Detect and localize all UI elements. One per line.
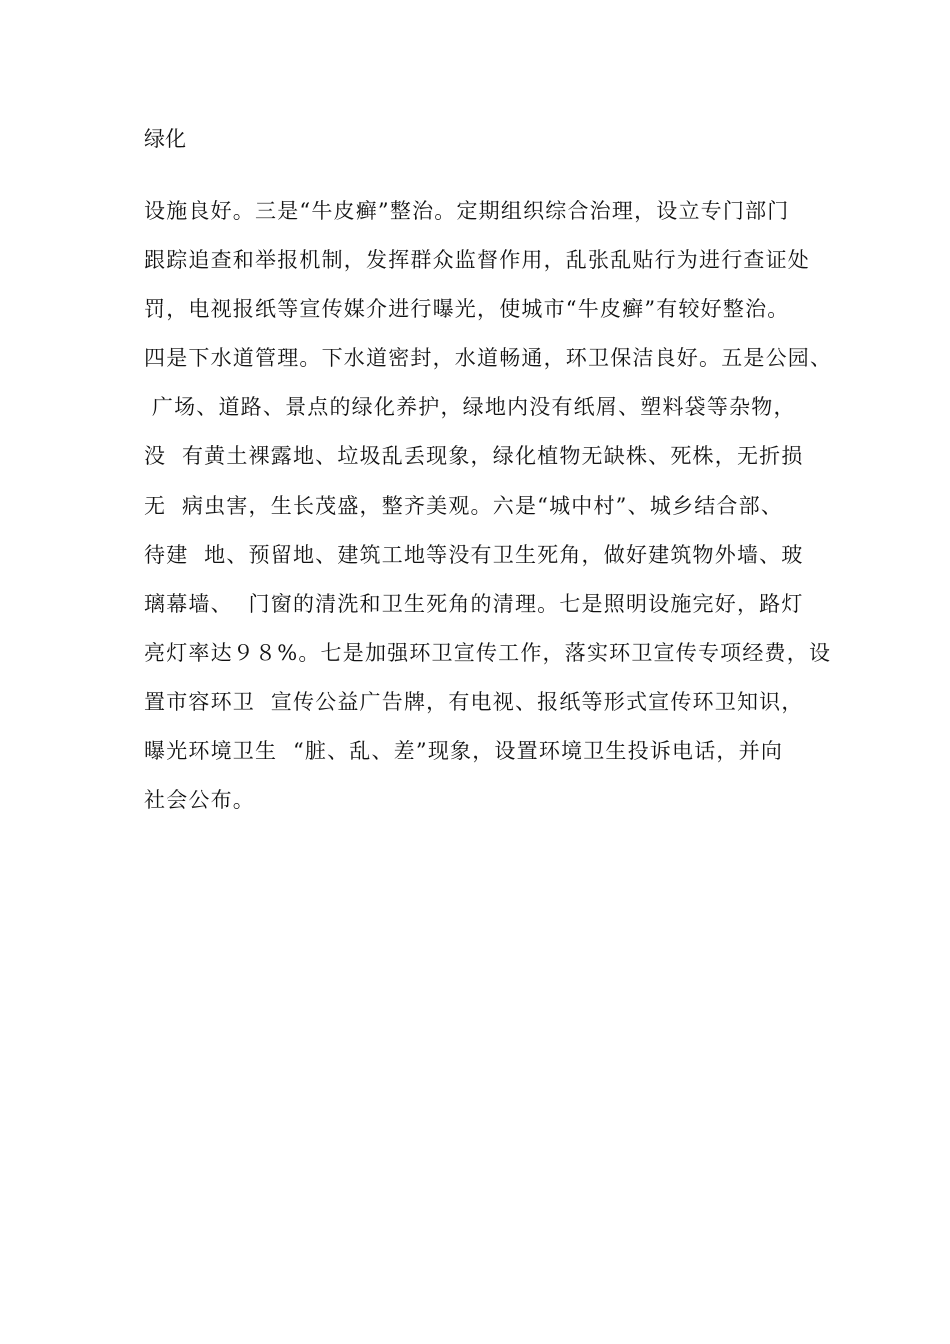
- text-line: 罚，电视报纸等宣传媒介进行曝光，使城市“牛皮癣”有较好整治。: [144, 297, 790, 322]
- text-line: 社会公布。: [144, 788, 255, 813]
- text-line: 跟踪追查和举报机制，发挥群众监督作用，乱张乱贴行为进行查证处: [144, 248, 810, 273]
- text-line: 曝光环境卫生 “脏、乱、差”现象，设置环境卫生投诉电话，并向: [144, 739, 784, 764]
- text-line: 无 病虫害，生长茂盛，整齐美观。六是“城中村”、城乡结合部、: [144, 493, 784, 518]
- text-line: 璃幕墙、 门窗的清洗和卫生死角的清理。七是照明设施完好，路灯: [144, 591, 804, 616]
- text-line: 置市容环卫 宣传公益广告牌，有电视、报纸等形式宣传环卫知识，: [144, 689, 804, 714]
- text-line: 待建 地、预留地、建筑工地等没有卫生死角，做好建筑物外墙、玻: [144, 542, 804, 567]
- text-line: 亮灯率达９８%。七是加强环卫宣传工作，落实环卫宣传专项经费，设: [144, 640, 832, 665]
- section-heading: 绿化: [144, 127, 186, 151]
- text-line: 四是下水道管理。下水道密封，水道畅通，环卫保洁良好。五是公园、: [144, 346, 833, 371]
- text-line: 设施良好。三是“牛皮癣”整治。定期组织综合治理，设立专门部门: [144, 199, 790, 223]
- body-text: [144, 196, 844, 834]
- text-line: 广场、道路、景点的绿化养护，绿地内没有纸屑、塑料袋等杂物，: [144, 395, 796, 420]
- text-line: 没 有黄土裸露地、垃圾乱丢现象，绿化植物无缺株、死株，无折损: [144, 444, 804, 469]
